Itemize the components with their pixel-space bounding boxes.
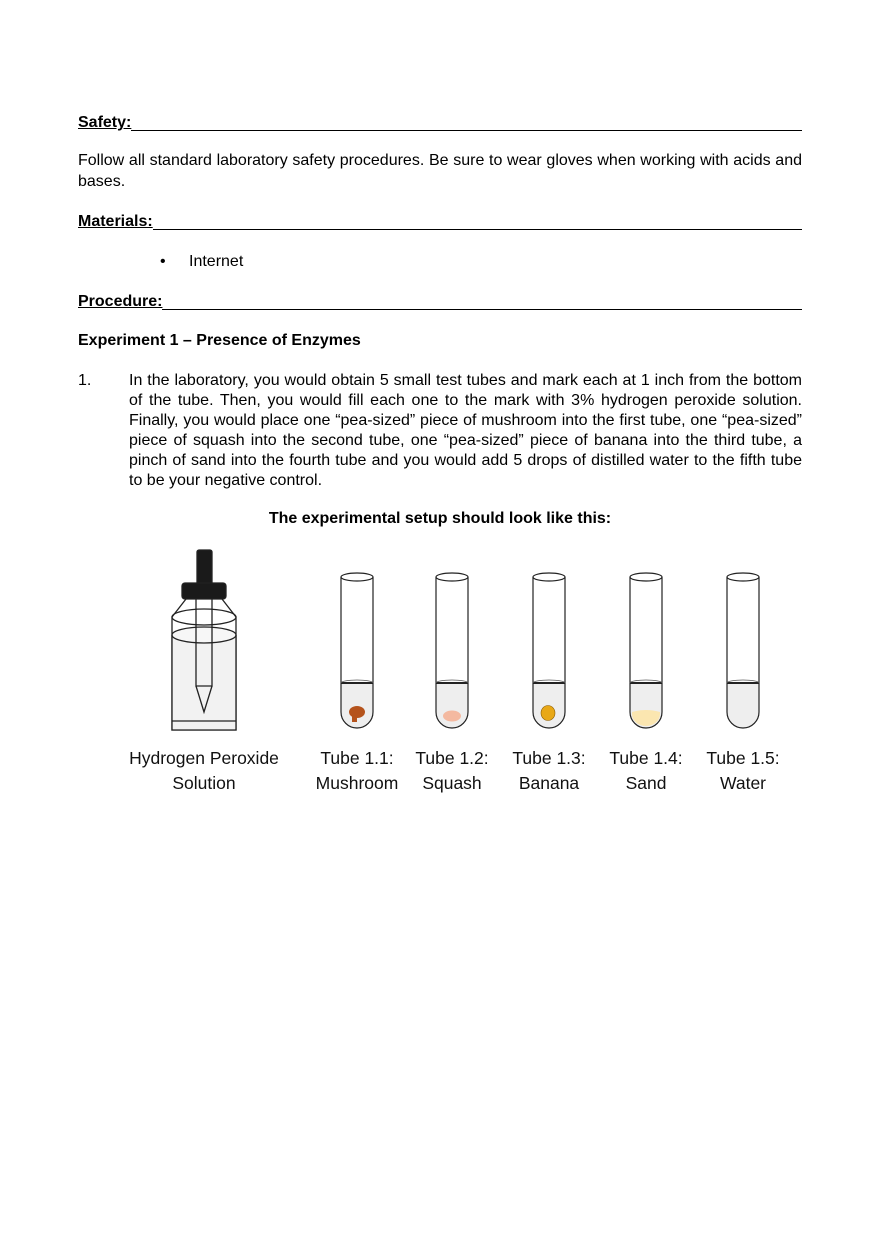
test-tube-water (706, 573, 779, 793)
hydrogen-peroxide-bottle (172, 550, 236, 730)
tube-content-banana (541, 706, 555, 721)
tube-label-line-2: Water (719, 773, 767, 793)
tube-label-line-1: Tube 1.5: (706, 748, 780, 768)
bullet-icon: • (160, 253, 166, 270)
heading-rule (131, 113, 802, 131)
experiment-title: Experiment 1 – Presence of Enzymes (78, 332, 361, 349)
material-name: Internet (189, 253, 244, 270)
procedure-step (78, 371, 802, 491)
tube-label-line-2: Squash (422, 773, 482, 793)
tube-label-line-2: Mushroom (315, 773, 399, 793)
safety-heading (78, 113, 802, 134)
figure-caption: The experimental setup should look like this: (268, 510, 612, 527)
test-tube-squash (415, 573, 488, 793)
tube-label-line-2: Sand (625, 773, 667, 793)
tube-content-squash (443, 711, 461, 722)
procedure-heading-label: Procedure: (78, 293, 163, 310)
tube-label-line-2: Banana (518, 773, 580, 793)
safety-text: Follow all standard laboratory safety procedures. Be sure to wear gloves when working with acids and bases. (78, 152, 802, 190)
bottle-label (129, 748, 279, 793)
step-number: 1. (78, 372, 92, 389)
tube-label-line-1: Tube 1.2: (415, 748, 489, 768)
bottle-label-line-2: Solution (172, 773, 236, 793)
bottle-label-line-1: Hydrogen Peroxide (129, 748, 279, 768)
tube-label-line-1: Tube 1.4: (609, 748, 683, 768)
test-tube-sand (609, 573, 682, 793)
materials-heading (78, 212, 802, 233)
tube-label-line-1: Tube 1.1: (320, 748, 394, 768)
test-tube-banana (512, 573, 585, 793)
safety-heading-label: Safety: (78, 114, 132, 131)
materials-heading-label: Materials: (78, 213, 153, 230)
step-text: In the laboratory, you would obtain 5 small test tubes and mark each at 1 inch from the bottom of the tube. Then, you would fill each one to the mark with 3% hydrogen peroxide solution. Finally, you would place one “pea-sized” piece of mushroom into the first tube, one “pea-sized” piece of squash into the second tube, one “pea-sized” piece of banana into the third tube, a pinch of sand into the fourth tube and you would add 5 drops of distilled water to the fifth tube to be your negative control. (129, 372, 802, 489)
heading-rule (153, 212, 802, 230)
tube-label-line-1: Tube 1.3: (512, 748, 586, 768)
heading-rule (162, 292, 802, 310)
experimental-setup-figure (0, 545, 880, 805)
test-tube-mushroom (316, 573, 399, 793)
procedure-heading (78, 292, 802, 313)
